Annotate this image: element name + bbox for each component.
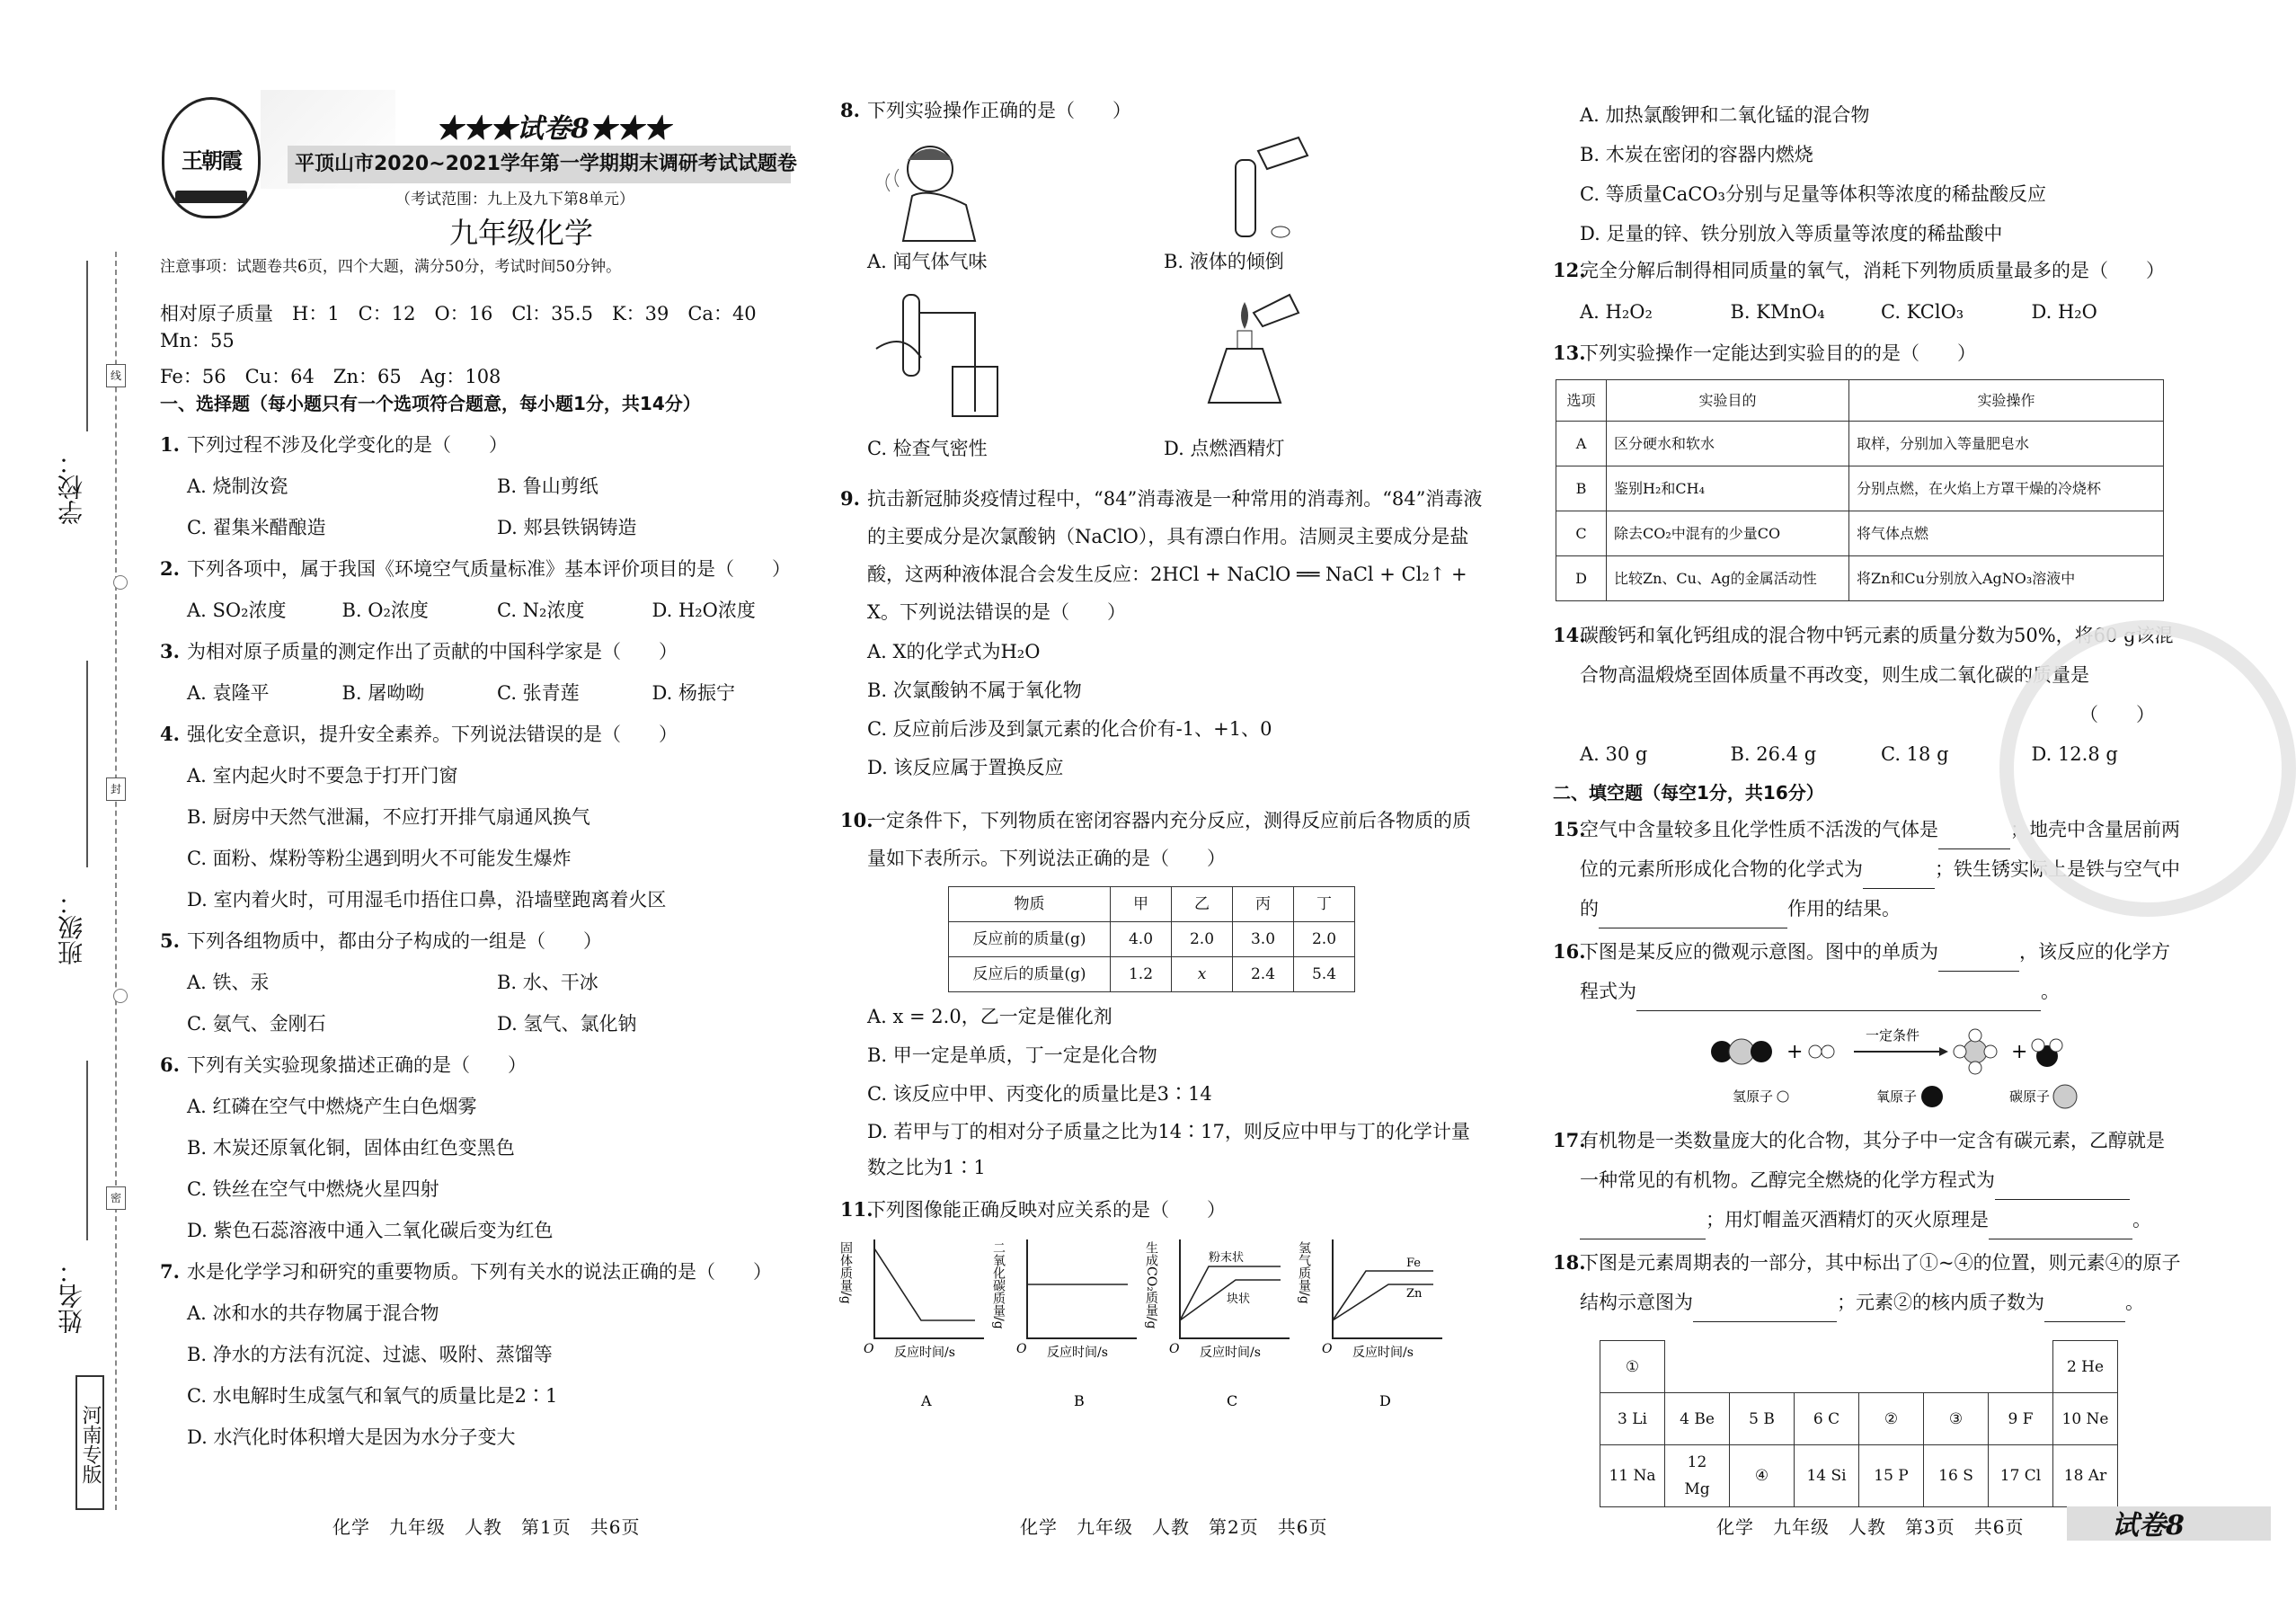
question-13: 13. 下列实验操作一定能达到实验目的的是（ ） [1553,342,1976,364]
option: D. H₂O浓度 [652,600,756,621]
option: D. 室内着火时，可用湿毛巾捂住口鼻，沿墙壁跑离着火区 [187,889,667,911]
q11-graph-A [840,1230,993,1419]
pour-liquid-figure [1182,133,1325,241]
series-label: 粉末状 [1209,1251,1245,1265]
origin-label: O [864,1342,874,1356]
option: B. 甲一定是单质，丁一定是化合物 [867,1044,1157,1066]
option: A. X的化学式为H₂O [867,641,1041,662]
y-axis-label: 氢气质量/g [1297,1241,1311,1304]
section-2-title: 二、填空题（每空1分，共16分） [1553,782,1824,804]
school-label: 学校： [57,449,86,525]
x-axis-label: 反应时间/s [894,1346,955,1360]
edition-badge: 河南专版 [75,1375,104,1510]
svg-text:+: + [1786,1041,1804,1063]
option: B. 木炭还原氧化铜，固体由红色变黑色 [187,1137,515,1159]
airtightness-figure [867,277,1011,421]
origin-label: O [1322,1342,1333,1356]
atomic-mass-line2: Fe：56 Cu：64 Zn：65 Ag：108 [160,366,501,387]
seal-mark-secret: 密 [106,1186,126,1210]
q10-table: 物质 甲 乙 丙 丁 反应前的质量(g) 4.0 2.0 3.0 2.0 反应后的质量(g) 1.2 x 2.4 5.4 [948,886,1355,992]
question-9: 9. 抗击新冠肺炎疫情过程中，“84”消毒液是一种常用的消毒剂。“84”消毒液的主要成分是次氯酸钠（NaClO），具有漂白作用。洁厕灵主要成分是盐酸，这两种液体混合会发生反应：2HCl + NaClO ══ NaCl + Cl₂↑ + X。下列说法错误的是（ ） [840,487,1483,623]
corner-paper-badge: 试卷8 [2112,1510,2185,1541]
paper-badge: ★★★试卷8★★★ [436,113,670,145]
option: B. 屠呦呦 [341,682,425,704]
periodic-table-fragment: ① 2 He 3 Li 4 Be 5 B 6 C ② ③ 9 F 10 Ne 11 Na 12 Mg ④ 14 Si 15 P 16 S 17 Cl 18 Ar [1600,1340,2118,1507]
option: C. 等质量CaCO₃分别与足量等体积等浓度的稀盐酸反应 [1580,183,2046,205]
option: B. 净水的方法有沉淀、过滤、吸附、蒸馏等 [187,1344,553,1365]
option: B. O₂浓度 [341,600,429,621]
section-1-title: 一、选择题（每小题只有一个选项符合题意，每小题1分，共14分） [160,393,701,414]
question-15: 15. 空气中含量较多且化学性质不活泼的气体是 ；地壳中含量居前两位的元素所形成化合物的化学式为 ；铁生锈实际上是铁与空气中的 作用的结果。 [1553,810,2182,928]
series-label: Fe [1406,1257,1422,1270]
option: B. 次氯酸钠不属于氧化物 [867,680,1082,701]
class-label: 班级： [57,890,86,965]
option: D. 氢气、氯化钠 [497,1013,637,1035]
question-16: 16. 下图是某反应的微观示意图。图中的单质为 ，该反应的化学方程式为 。 [1553,932,2182,1011]
option: C. 检查气密性 [867,438,988,459]
option: B. 鲁山剪纸 [497,475,598,497]
legend-oxygen: 氧原子 [1876,1088,1918,1105]
option: D. 该反应属于置换反应 [867,757,1064,778]
option: A. 铁、汞 [187,972,270,993]
option: D. 杨振宁 [652,682,735,704]
series-label: 块状 [1227,1293,1251,1306]
footer-page-1: 化学 九年级 人教 第1页 共6页 [332,1516,641,1538]
option: A. 袁隆平 [187,682,270,704]
question-4: 4. 强化安全意识，提升安全素养。下列说法错误的是（ ） [160,723,678,745]
light-lamp-figure [1182,277,1308,421]
micro-reaction-diagram [1580,1011,2191,1110]
x-axis-label: 反应时间/s [1352,1346,1414,1360]
question-10: 10. 一定条件下，下列物质在密闭容器内充分反应，测得反应前后各物质的质量如下表所示。下列说法正确的是（ ） [840,809,1471,869]
option: D. H₂O [2031,301,2097,323]
option: D. 12.8 g [2031,743,2118,765]
question-5: 5. 下列各组物质中，都由分子构成的一组是（ ） [160,929,602,952]
option: D. 郏县铁锅铸造 [497,517,637,538]
name-label: 姓名： [57,1258,86,1334]
y-axis-label: 生成CO₂质量/g [1144,1241,1158,1329]
question-2: 2. 下列各项中，属于我国《环境空气质量标准》基本评价项目的是（ ） [160,557,791,580]
option: B. 液体的倾倒 [1164,251,1284,272]
question-14: 14. 碳酸钙和氧化钙组成的混合物中钙元素的质量分数为50%，将60 g该混合物高温煅烧至固体质量不再改变，则生成二氧化碳的质量是 [1553,624,2174,686]
option: A. 烧制汝瓷 [187,475,288,497]
graph-tag: C [1227,1392,1238,1409]
x-axis-label: 反应时间/s [1047,1346,1108,1360]
q11-graph-C [1146,1230,1299,1419]
option: A. 红磷在空气中燃烧产生白色烟雾 [187,1096,477,1117]
q11-graphs [840,1230,1487,1419]
y-axis-label: 固体质量/g [838,1241,853,1304]
exam-title: 平顶山市2020~2021学年第一学期期末调研考试试题卷 [288,146,791,183]
footer-page-2: 化学 九年级 人教 第2页 共6页 [1020,1516,1328,1538]
option: B. 木炭在密闭的容器内燃烧 [1580,144,1813,165]
option: B. KMnO₄ [1730,301,1825,323]
q11-graph-B [993,1230,1146,1419]
notice: 注意事项：试题卷共6页，四个大题，满分50分，考试时间50分钟。 [160,258,622,276]
smell-gas-figure [876,133,1011,241]
atomic-mass-line1: H：1 C：12 O：16 Cl：35.5 K：39 Ca：40 Mn：55 [160,303,776,351]
option: C. 氨气、金刚石 [187,1013,326,1035]
option: C. 张青莲 [497,682,580,704]
graph-tag: B [1074,1392,1085,1409]
x-axis-label: 反应时间/s [1200,1346,1261,1360]
watermark-seal [1999,620,2296,917]
option: D. 点燃酒精灯 [1164,438,1285,459]
atomic-mass-label: 相对原子质量 [160,303,273,324]
seal-mark-seal: 封 [106,777,126,801]
option: C. 面粉、煤粉等粉尘遇到明火不可能发生爆炸 [187,848,572,869]
legend-hydrogen: 氢原子 [1733,1088,1774,1105]
exam-page: 学校： 班级： 姓名： 线 封 密 河南专版 王朝霞 ★★★试卷8★★★ 平顶山市2020~2021学年第一学期期末调研考试试题卷 （考试范围：九上及九下第8单元） 九年级化学 注意事项：试题卷共6页，四个大题，满分50分，考试时间50分钟。 相对原子质量 H：1 C：12 O：16 Cl：35.5 K：39 Ca：40 Mn：55 Fe：56 Cu：64 Zn：65 Ag：108 一、选择题（每小题只有一个选项符合题意，每小题1分，共14分） 1. 下列过程不涉及化学变化的是（ ） A. 烧制汝瓷 B. 鲁山剪纸 C. 翟集米醋酿造 D. 郏县铁锅铸造 2. 下列各项中，属于我国《环境空气质量标准》基本评价项目的是（ ） A. SO₂浓度 B. O₂浓度 C. N₂浓度 D. H₂O浓度 3. 为相对原子质量的测定作出了贡献的中国科学家是（ ） A. 袁隆平 B. 屠呦呦 C. 张青莲 D. 杨振宁 4. 强化安全意识，提升安全素养。下列说法错误的是（ ） A. 室内起火时不要急于打开门窗 B. 厨房中天然气泄漏，不应打开排气扇通风换气 C. 面粉、煤粉等粉尘遇到明火不可能发生爆炸 D. 室内着火时，可用湿毛巾捂住口鼻，沿墙壁跑离着火区 5. 下列各组物质中，都由分子构成的一组是（ ） A. 铁、汞 B. 水、干冰 C. 氨气、金刚石 D. 氢气、氯化钠 6. 下列有关实验现象描述正确的是（ ） A. 红磷在空气中燃烧产生白色烟雾 B. 木炭还原氧化铜，固体由红色变黑色 C. 铁丝在空气中燃烧火星四射 D. 紫色石蕊溶液中通入二氧化碳后变为红色 7. 水是化学学习和研究的重要物质。下列有关水的说法正确的是（ ） A. 冰和水的共存物属于混合物 B. 净水的方法有沉淀、过滤、吸附、蒸馏等 C. 水电解时生成氢气和氧气的质量比是2∶1 D. 水汽化时体积增大是因为水分子变大 8. 下列实验操作正确的是（ ） A. 闻气体气味 B. 液体的倾倒 C. 检查气密性 D. 点燃酒精灯 9. 抗击新冠肺炎疫情过程中，“84”消毒液是一种常用的消毒剂。“84”消毒液的主要成分是次氯酸钠（NaClO），具有漂白作用。洁厕灵主要成分是盐酸，这两种液体混合会发生反应：2HCl + NaClO ══ NaCl + Cl₂↑ + X。下列说法错误的是（ ） A. X的化学式为H₂O B. 次氯酸钠不属于氧化物 C. 反应前后涉及到氯元素的化合价有-1、+1、0 D. 该反应属于置换反应 10. 一定条件下，下列物质在密闭容器内充分反应，测得反应前后各物质的质量如下表所示。下列说法正确的是（ ） 物质 甲 乙 丙 丁 反应前的质量(g) 4.0 2.0 3.0 2.0 反应后的质量(g) 1.2 x 2.4 5.4 A. x = 2.0，乙一定是催化剂 B. 甲一定是单质，丁一定是化合物 C. 该反应中甲、丙变化的质量比是3∶14 D. 若甲与丁的相对分子质量之比为14∶17，则反应中甲与丁的化学计量数之比为1∶1 11. 下列图像能正确反映对应关系的是（ ） 固体质量/g 反应时间/s O A 二氧化碳质量/g 反应时间/s O B 生成CO₂质量/g 反应时间/s O C 粉末状 块状 氢气质量/g 反应时间/s O D Fe Zn A. 加热氯酸钾和二氧化锰的混合物 B. 木炭在密闭的容器内燃烧 C. 等质量CaCO₃分别与足量等体积等浓度的稀盐酸反应 D. 足量的锌、铁分别放入等质量等浓度的稀盐酸中 12. 完全分解后制得相同质量的氧气，消耗下列物质质量最多的是（ ） A. H₂O₂ B. KMnO₄ C. KClO₃ D. H₂O 13. 下列实验操作一定能达到实验目的的是（ ） 选项 实验目的 实验操作 A 区分硬水和软水 取样，分别加入等量肥皂水 B 鉴别H₂和CH₄ 分别点燃，在火焰上方罩干燥的冷烧杯 C 除去CO₂中混有的少量CO 将气体点燃 D 比较Zn、Cu、Ag的金属活动性 将Zn和Cu分别放入AgNO₃溶液中 14. 碳酸钙和氧化钙组成的混合物中钙元素的质量分数为50%，将60 g该混合物高温煅烧至固体质量不再改变，则生成二氧化碳的质量是 （ ） A. 30 g B. 26.4 g C. 18 g D. 12.8 g 二、填空题（每空1分，共16分） 15. 空气中含量较多且化学性质不活泼的气体是 ；地壳中含量居前两位的元素所形成化合物的化学式为 ；铁生锈实际上是铁与空气中的 作用的结果。 16. 下图是某反应的微观示意图。图中的单质为 ，该反应的化学方程式为 。 + 一定条件 + 氢原子 氧原子 碳原子 17. 有机物是一类数量庞大的化合物，其分子中一定含有碳元素，乙醇就是一种常见的有机物。乙醇完全燃烧的化学方程式为 ；用灯帽盖灭酒精灯的灭火原理是 。 18. 下图是元素周期表的一部分，其中标出了①~④的位置，则元素④的原子结构示意图为 ；元素②的核内质子数为 。 ① 2 He 3 Li 4 Be 5 B 6 C ② ③ 9 F 10 Ne 11 Na 12 Mg ④ 14 Si 15 P 16 S 17 Cl 18 Ar 化学 九年级 人教 第1页 共6页 化学 九年级 人教 第2页 共6页 化学 九年级 人教 第3页 共6页 试卷8 [0,0,2271,1608]
option: C. 水电解时生成氢气和氧气的质量比是2∶1 [187,1385,558,1407]
series-label: Zn [1406,1287,1423,1301]
option: A. 30 g [1580,743,1648,765]
option: A. 闻气体气味 [867,251,988,272]
option: C. 铁丝在空气中燃烧火星四射 [187,1178,439,1200]
legend-carbon: 碳原子 [2009,1088,2051,1105]
question-7: 7. 水是化学学习和研究的重要物质。下列有关水的说法正确的是（ ） [160,1260,772,1283]
option: A. H₂O₂ [1580,301,1653,323]
seal-mark-line: 线 [106,364,126,387]
option: D. 水汽化时体积增大是因为水分子变大 [187,1426,516,1448]
question-17: 17. 有机物是一类数量庞大的化合物，其分子中一定含有碳元素，乙醇就是一种常见的有机物。乙醇完全燃烧的化学方程式为 ；用灯帽盖灭酒精灯的灭火原理是 。 [1553,1121,2182,1239]
question-18: 18. 下图是元素周期表的一部分，其中标出了①~④的位置，则元素④的原子结构示意图为 ；元素②的核内质子数为 。 [1553,1243,2182,1322]
svg-text:+: + [2011,1041,2028,1063]
option: C. KClO₃ [1881,301,1964,323]
option: A. 冰和水的共存物属于混合物 [187,1302,439,1324]
exam-scope: （考试范围：九上及九下第8单元） [395,191,634,209]
origin-label: O [1016,1342,1027,1356]
option: C. 反应前后涉及到氯元素的化合价有-1、+1、0 [867,718,1272,740]
option: A. x = 2.0，乙一定是催化剂 [867,1006,1113,1027]
option: C. 翟集米醋酿造 [187,517,326,538]
option: A. 加热氯酸钾和二氧化锰的混合物 [1580,104,1870,126]
brand-logo: 王朝霞 [162,97,261,218]
question-12: 12. 完全分解后制得相同质量的氧气，消耗下列物质质量最多的是（ ） [1553,259,2165,281]
graph-tag: D [1379,1392,1391,1409]
subject-title: 九年级化学 [449,216,594,250]
option: D. 紫色石蕊溶液中通入二氧化碳后变为红色 [187,1220,554,1241]
question-3: 3. 为相对原子质量的测定作出了贡献的中国科学家是（ ） [160,640,678,662]
option: B. 26.4 g [1730,743,1817,765]
q13-table: 选项 实验目的 实验操作 A 区分硬水和软水 取样，分别加入等量肥皂水 B 鉴别H₂和CH₄ 分别点燃，在火焰上方罩干燥的冷烧杯 C 除去CO₂中混有的少量CO 将气体点燃 D 比较Zn、Cu、Ag的金属活动性 将Zn和Cu分别放入AgNO₃溶液中 [1556,379,2164,601]
footer-page-3: 化学 九年级 人教 第3页 共6页 [1716,1516,2025,1538]
option: C. N₂浓度 [497,600,585,621]
q11-graph-D [1299,1230,1451,1419]
origin-label: O [1169,1342,1180,1356]
option: A. SO₂浓度 [187,600,287,621]
question-6: 6. 下列有关实验现象描述正确的是（ ） [160,1053,527,1076]
option: C. 该反应中甲、丙变化的质量比是3∶14 [867,1083,1212,1105]
q8-figures [840,124,1487,466]
y-axis-label: 二氧化碳质量/g [991,1241,1006,1329]
graph-tag: A [921,1392,932,1409]
option: B. 水、干冰 [497,972,598,993]
option: D. 足量的锌、铁分别放入等质量等浓度的稀盐酸中 [1580,223,2003,244]
option: A. 室内起火时不要急于打开门窗 [187,765,458,786]
option: D. 若甲与丁的相对分子质量之比为14∶17，则反应中甲与丁的化学计量数之比为1∶1 [867,1121,1470,1178]
option: B. 厨房中天然气泄漏，不应打开排气扇通风换气 [187,806,590,828]
question-11: 11. 下列图像能正确反映对应关系的是（ ） [840,1198,1226,1221]
arrow-label: 一定条件 [1866,1027,1920,1044]
question-8: 8. 下列实验操作正确的是（ ） [840,99,1131,121]
question-1: 1. 下列过程不涉及化学变化的是（ ） [160,433,508,456]
option: C. 18 g [1881,743,1949,765]
